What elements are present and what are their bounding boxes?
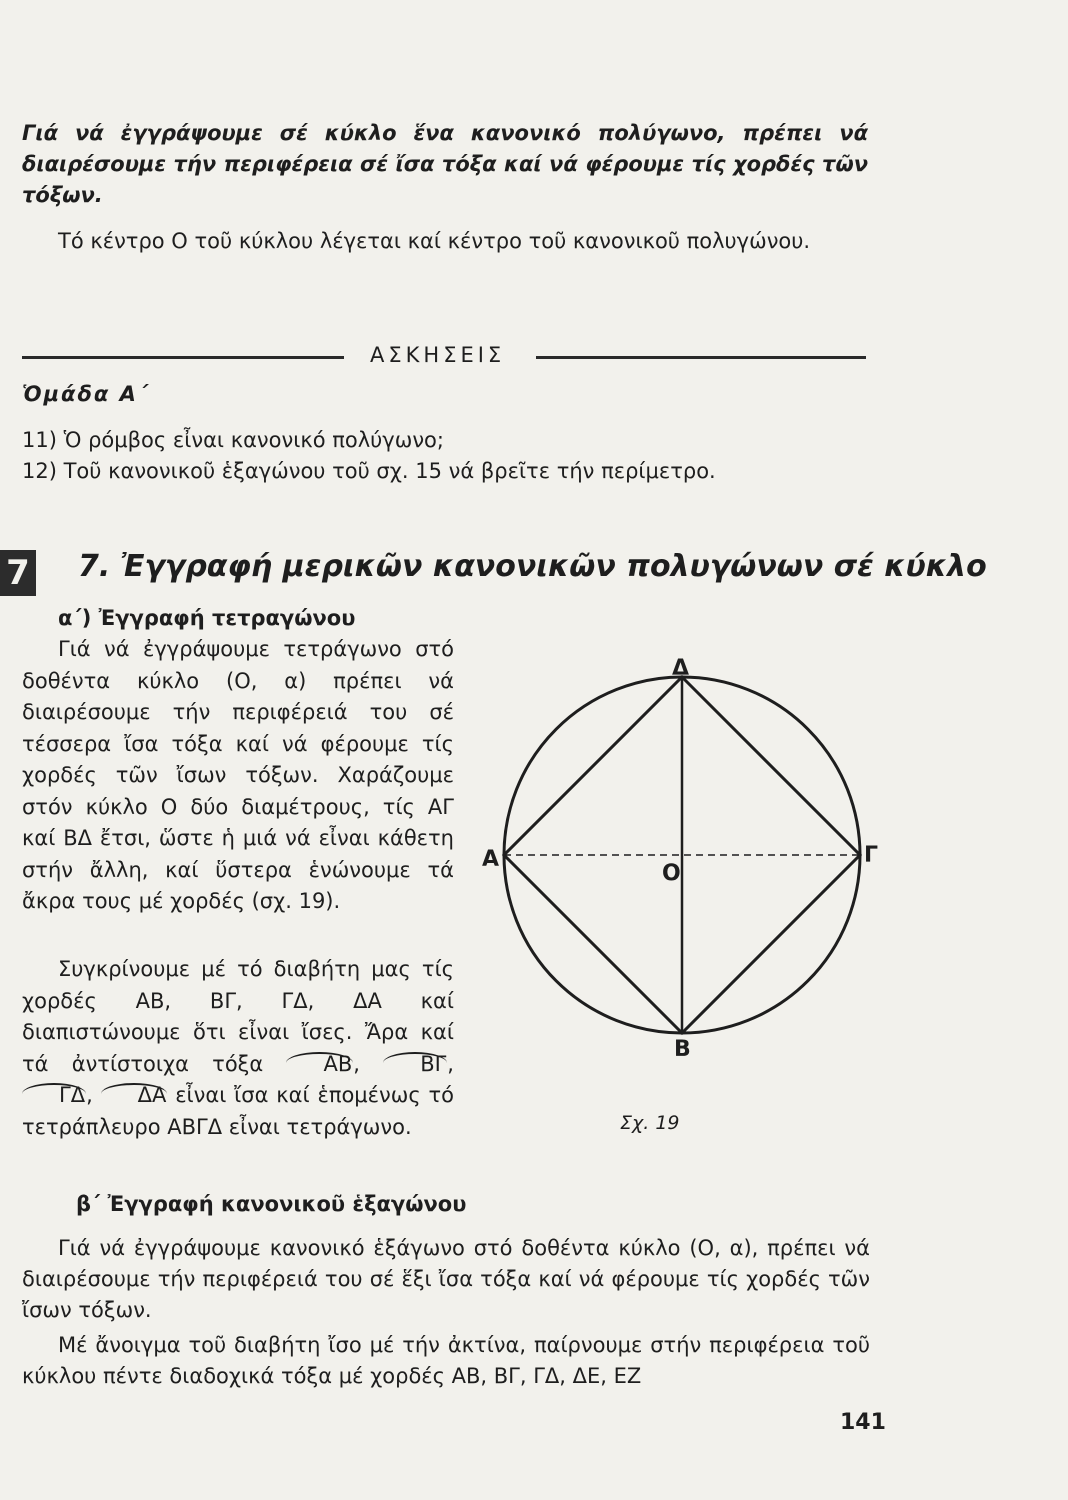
heading-rule-right (536, 356, 866, 359)
hexagon-paragraph-2: Μέ ἄνοιγμα τοῦ διαβήτη ἴσο μέ τήν ἀκτίνα, παίρνουμε στήν περιφέρεια τοῦ κύκλου πέντε διαδοχικά τόξα μέ χορδές ΑΒ, ΒΓ, ΓΔ, ΔΕ, ΕΖ (22, 1333, 870, 1388)
square-paragraph-2-end: εἶναι ἴσα καί ἑπομένως τό τετράπλευρο ΑΒΓΔ εἶναι τετράγωνο. (22, 1083, 454, 1139)
label-bottom: Β (674, 1037, 691, 1062)
exercise-item (22, 428, 444, 452)
label-center: Ο (662, 861, 681, 886)
section-marker: 7 (0, 550, 36, 596)
exercise-number: 12) (22, 459, 57, 483)
label-top: Δ (672, 656, 690, 681)
figure-inscribed-square (476, 650, 896, 1150)
intro-rule-text: Γιά νά ἐγγράψουμε σέ κύκλο ἕνα κανονικό πολύγωνο, πρέπει νά διαιρέσουμε τήν περιφέρεια σέ ἴσα τόξα καί νά φέρουμε τίς χορδές τῶν τόξων. (22, 121, 868, 207)
subsection-b-title: β΄ Ἐγγραφή κανονικοῦ ἑξαγώνου (76, 1192, 467, 1216)
arc-gd: ΓΔ (22, 1083, 86, 1105)
exercises-heading: ΑΣΚΗΣΕΙΣ (370, 343, 506, 367)
page-number: 141 (840, 1410, 886, 1435)
label-left: Α (482, 847, 500, 872)
arc-da: ΔΑ (101, 1083, 168, 1105)
exercise-item (22, 459, 716, 483)
heading-rule-left (22, 356, 344, 359)
exercise-group-label: Ὁμάδα Α΄ (22, 382, 150, 406)
square-paragraph-2-start: Συγκρίνουμε μέ τό διαβήτη μας τίς χορδές ΑΒ, ΒΓ, ΓΔ, ΔΑ καί διαπιστώνουμε ὅτι εἶναι ἴσες. Ἄρα καί τά ἀντίστοιχα τόξα (22, 957, 454, 1076)
exercise-text: Τοῦ κανονικοῦ ἑξαγώνου τοῦ σχ. 15 νά βρεῖτε τήν περίμετρο. (63, 459, 716, 483)
section-title: 7. Ἐγγραφή μερικῶν κανονικῶν πολυγώνων σέ κύκλο (78, 549, 987, 584)
exercise-number: 11) (22, 428, 57, 452)
arc-ab: ΑΒ (286, 1052, 353, 1074)
square-paragraph-2: Συγκρίνουμε μέ τό διαβήτη μας τίς χορδές ΑΒ, ΒΓ, ΓΔ, ΔΑ καί διαπιστώνουμε ὅτι εἶναι ἴσες. Ἄρα καί τά ἀντίστοιχα τόξα ΑΒ, ΒΓ, ΓΔ, ΔΑ εἶναι ἴσα καί ἑπομένως τό τετράπλευρο ΑΒΓΔ εἶναι τετράγωνο. (22, 957, 454, 1139)
intro-center-text: Τό κέντρο Ο τοῦ κύκλου λέγεται καί κέντρο τοῦ κανονικοῦ πολυγώνου. (58, 229, 811, 253)
arc-bg: ΒΓ (383, 1052, 447, 1074)
hexagon-paragraph-1: Γιά νά ἐγγράψουμε κανονικό ἑξάγωνο στό δοθέντα κύκλο (Ο, α), πρέπει νά διαιρέσουμε τήν περιφέρειά του σέ ἕξι ἴσα τόξα καί νά φέρουμε τίς χορδές τῶν ἴσων τόξων. (22, 1236, 870, 1322)
label-right: Γ (864, 843, 879, 868)
figure-caption: Σχ. 19 (620, 1112, 680, 1134)
square-paragraph-1: Γιά νά ἐγγράψουμε τετράγωνο στό δοθέντα κύκλο (Ο, α) πρέπει νά διαιρέσουμε τήν περιφέρειά του σέ τέσσερα ἴσα τόξα καί νά φέρουμε τίς χορδές τῶν ἴσων τόξων. Χαράζουμε στόν κύκλο Ο δύο διαμέτρους, τίς ΑΓ καί ΒΔ ἔτσι, ὥστε ἡ μιά νά εἶναι κάθετη στήν ἄλλη, καί ὕστερα ἑνώνουμε τά ἄκρα τους μέ χορδές (σχ. 19). (22, 637, 454, 913)
exercise-text: Ὁ ρόμβος εἶναι κανονικό πολύγωνο; (63, 428, 444, 452)
subsection-a-title: α΄) Ἐγγραφή τετραγώνου (58, 606, 356, 630)
